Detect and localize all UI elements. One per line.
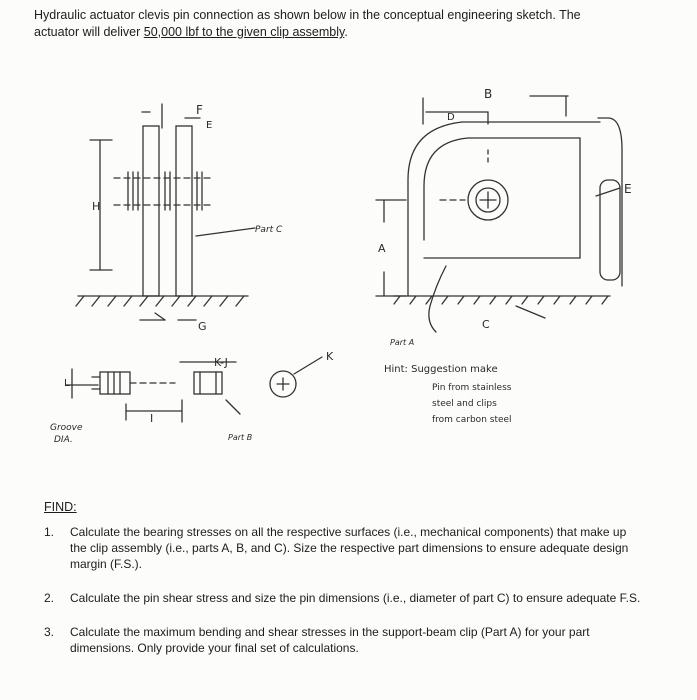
label-k: K	[326, 350, 334, 363]
pin-end-view	[270, 357, 322, 397]
find-item-text: Calculate the pin shear stress and size the pin dimensions (i.e., diameter of part C) to ensure adequate F.S.	[70, 591, 641, 605]
hint-line-4: from carbon steel	[432, 415, 512, 425]
label-h: H	[92, 200, 101, 213]
find-item	[44, 590, 644, 606]
intro-line-2: actuator will deliver 50,000 lbf to the given clip assembly.	[34, 25, 348, 39]
label-e-right: E	[624, 182, 632, 196]
find-heading: FIND:	[44, 500, 77, 514]
label-e-left: E	[206, 120, 213, 131]
label-part-a: Part A	[390, 338, 415, 347]
label-dia: DIA.	[54, 435, 73, 445]
intro-line-2-prefix: actuator will deliver	[34, 25, 144, 39]
find-item-text: Calculate the bearing stresses on all the respective surfaces (i.e., mechanical components) that make up the clip assembly (i.e., parts A, B, and C). Size the respective part dimensions to ensure adequate design margin (F.S.).	[70, 525, 629, 571]
hint-line-1: Hint: Suggestion make	[384, 364, 498, 375]
find-item-number: 3.	[44, 625, 55, 639]
clip-side-view	[376, 96, 622, 332]
find-list	[44, 524, 644, 656]
label-groove: Groove	[50, 423, 83, 433]
find-item	[44, 624, 644, 656]
label-l: L	[64, 378, 70, 389]
label-kj: K-J	[214, 356, 228, 369]
hint-line-3: steel and clips	[432, 399, 497, 409]
find-item	[44, 524, 644, 572]
hint-note	[384, 364, 512, 425]
find-item-number: 2.	[44, 591, 55, 605]
label-g: G	[198, 320, 207, 333]
clevis-front-view	[76, 104, 255, 320]
label-i: I	[150, 412, 154, 425]
label-part-c: Part C	[255, 225, 283, 235]
label-b: B	[484, 87, 493, 101]
find-item-text: Calculate the maximum bending and shear stresses in the support-beam clip (Part A) for your part dimensions. Only provide your final set of calculations.	[70, 625, 590, 655]
label-a: A	[378, 242, 386, 255]
intro-load-value: 50,000 lbf to the given clip assembly	[143, 25, 345, 39]
label-c: C	[482, 318, 490, 331]
label-d: D	[447, 112, 455, 123]
hint-line-2: Pin from stainless	[432, 383, 512, 393]
find-item-number: 1.	[44, 525, 55, 539]
intro-line-1: Hydraulic actuator clevis pin connection as shown below in the conceptual engineering sketch. The	[34, 8, 581, 22]
label-f: F	[196, 103, 203, 117]
label-part-b: Part B	[228, 433, 253, 442]
